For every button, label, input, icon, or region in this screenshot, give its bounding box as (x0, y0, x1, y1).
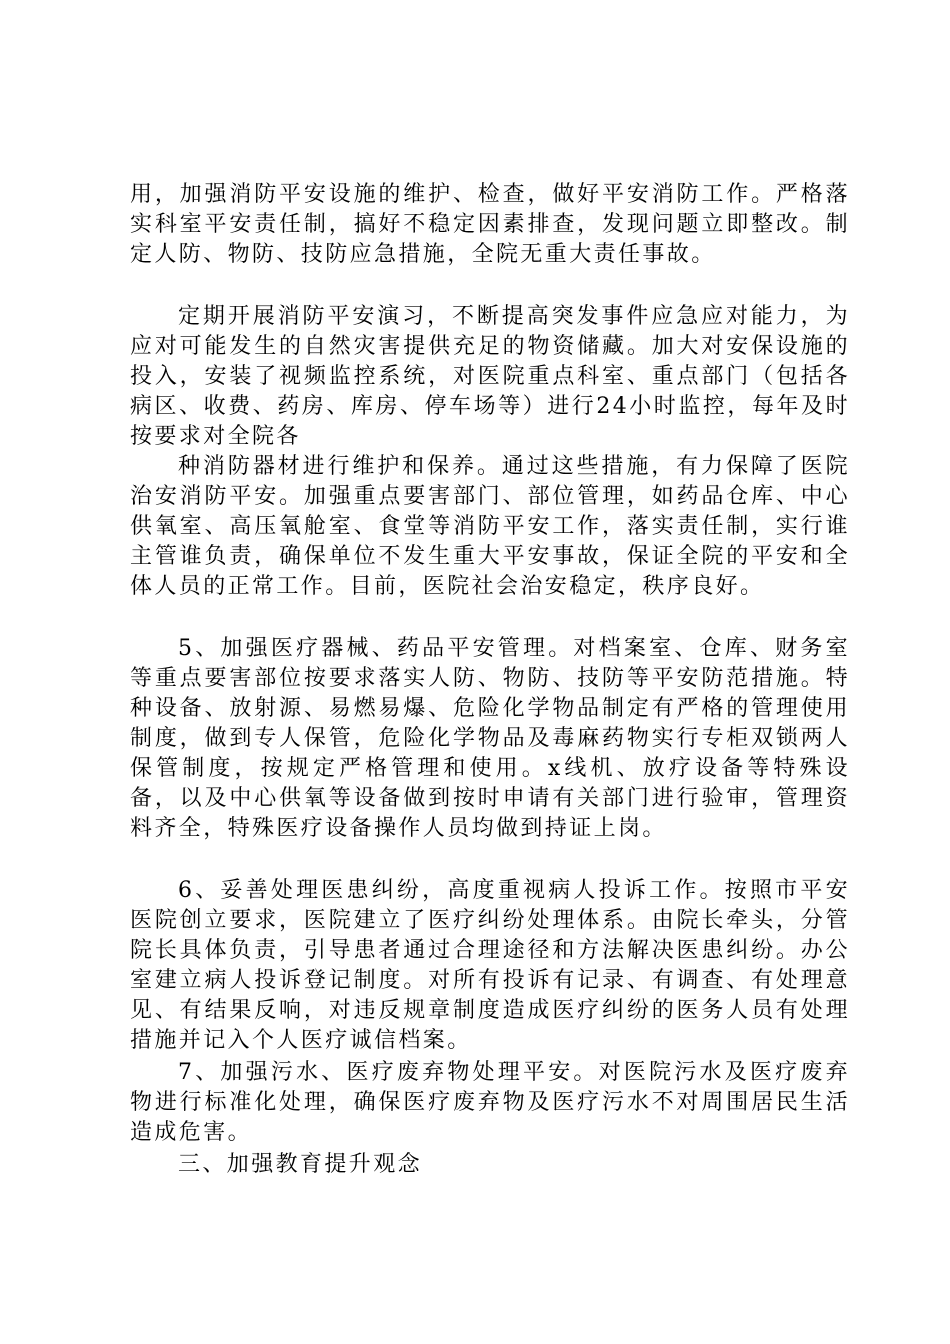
paragraph-fire-drill: 定期开展消防平安演习，不断提高突发事件应急应对能力，为应对可能发生的自然灾害提供充足的物资储藏。加大对安保设施的投入，安装了视频监控系统，对医院重点科室、重点部门（包括各病区、收费、药房、库房、停车场等）进行24小时监控，每年及时按要求对全院各 (130, 304, 850, 449)
paragraph-item-7: 7、加强污水、医疗废弃物处理平安。对医院污水及医疗废弃物进行标准化处理，确保医疗废弃物及医疗污水不对周围居民生活造成危害。 (130, 1060, 850, 1145)
section-heading-3: 三、加强教育提升观念 (178, 1152, 423, 1177)
paragraph-item-6: 6、妥善处理医患纠纷，高度重视病人投诉工作。按照市平安医院创立要求，医院建立了医疗纠纷处理体系。由院长牵头，分管院长具体负责，引导患者通过合理途径和方法解决医患纠纷。办公室建立病人投诉登记制度。对所有投诉有记录、有调查、有处理意见、有结果反响，对违反规章制度造成医疗纠纷的医务人员有处理措施并记入个人医疗诚信档案。 (130, 878, 850, 1053)
paragraph-fire-equipment: 种消防器材进行维护和保养。通过这些措施，有力保障了医院治安消防平安。加强重点要害部门、部位管理，如药品仓库、中心供氧室、高压氧舱室、食堂等消防平安工作，落实责任制，实行谁主管谁负责，确保单位不发生重大平安事故，保证全院的平安和全体人员的正常工作。目前，医院社会治安稳定，秩序良好。 (130, 454, 850, 599)
paragraph-item-5: 5、加强医疗器械、药品平安管理。对档案室、仓库、财务室等重点要害部位按要求落实人防、物防、技防等平安防范措施。特种设备、放射源、易燃易爆、危险化学物品制定有严格的管理使用制度，做到专人保管，危险化学物品及毒麻药物实行专柜双锁两人保管制度，按规定严格管理和使用。x线机、放疗设备等特殊设备，以及中心供氧等设备做到按时申请有关部门进行验审，管理资料齐全，特殊医疗设备操作人员均做到持证上岗。 (130, 636, 850, 841)
paragraph-continuation: 用，加强消防平安设施的维护、检查，做好平安消防工作。严格落实科室平安责任制，搞好不稳定因素排查，发现问题立即整改。制定人防、物防、技防应急措施，全院无重大责任事故。 (130, 182, 850, 267)
